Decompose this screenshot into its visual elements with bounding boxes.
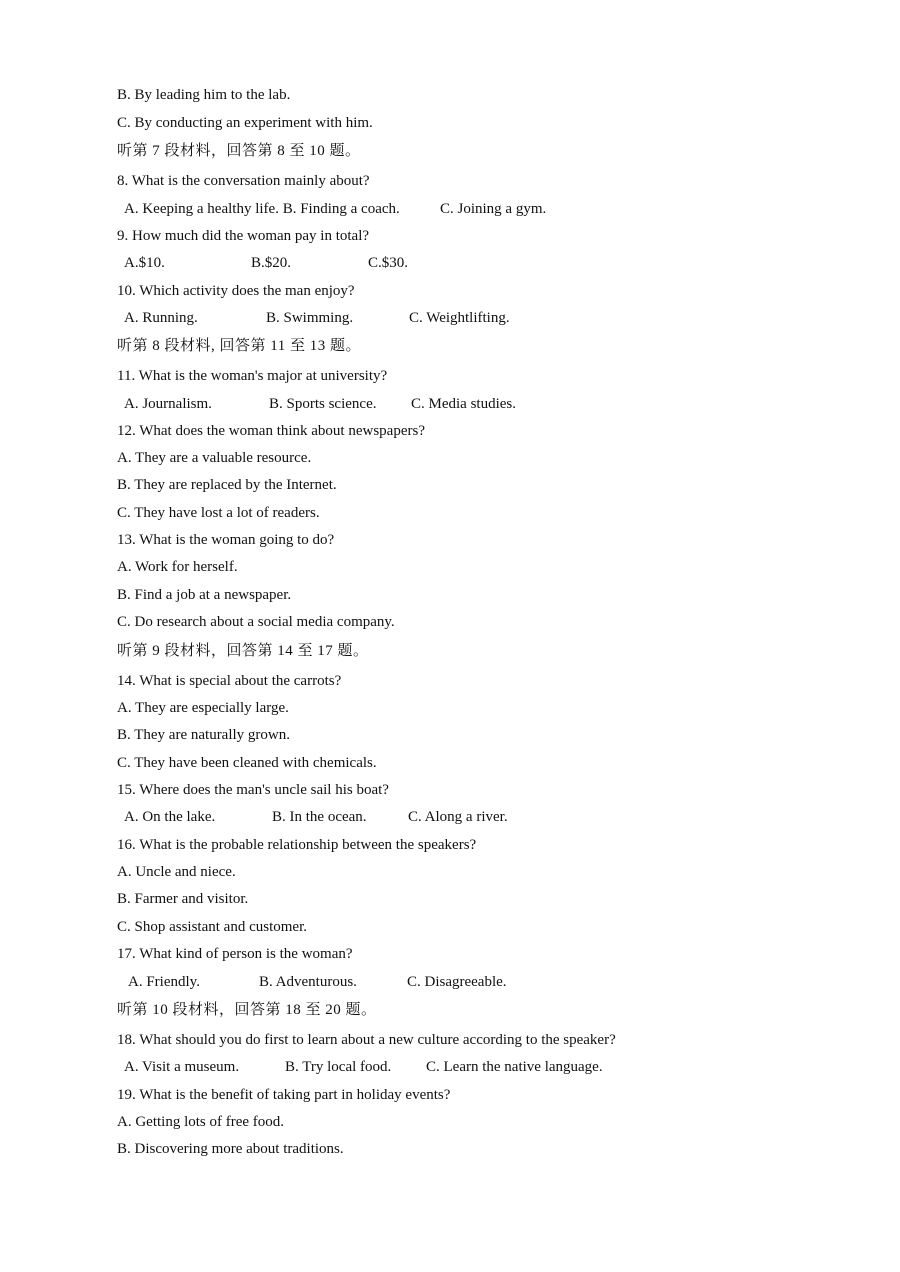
option-inline: C. Media studies. — [411, 396, 516, 412]
option-line: B. They are naturally grown. — [117, 727, 291, 743]
section-instruction: 听第 8 段材料, 回答第 11 至 13 题。 — [117, 338, 361, 354]
option-inline: C. Learn the native language. — [426, 1059, 603, 1075]
question: 12. What does the woman think about newspapers? — [117, 423, 425, 439]
option-inline: A. Running. — [124, 310, 198, 326]
option-line: C. Do research about a social media company. — [117, 614, 395, 630]
option-line: A. Getting lots of free food. — [117, 1114, 285, 1130]
option-inline: B. Adventurous. — [259, 974, 357, 990]
option-line: B. By leading him to the lab. — [117, 87, 291, 103]
option-inline: A. Journalism. — [124, 396, 212, 412]
question: 11. What is the woman's major at university? — [117, 368, 388, 384]
option-line: B. They are replaced by the Internet. — [117, 477, 337, 493]
option-line: B. Farmer and visitor. — [117, 891, 249, 907]
question: 16. What is the probable relationship between the speakers? — [117, 837, 477, 853]
question: 18. What should you do first to learn about a new culture according to the speaker? — [117, 1032, 616, 1048]
option-inline: B. Sports science. — [269, 396, 377, 412]
option-inline: C. Along a river. — [408, 809, 508, 825]
option-inline: C.$30. — [368, 255, 409, 271]
option-inline: A.$10. — [124, 255, 165, 271]
section-instruction: 听第 7 段材料，回答第 8 至 10 题。 — [117, 143, 361, 159]
option-inline: A. Keeping a healthy life. B. Finding a coach. — [124, 201, 400, 217]
question: 17. What kind of person is the woman? — [117, 946, 353, 962]
option-line: C. They have lost a lot of readers. — [117, 505, 320, 521]
option-inline: C. Joining a gym. — [440, 201, 547, 217]
option-inline: C. Weightlifting. — [409, 310, 510, 326]
option-line: A. Work for herself. — [117, 559, 238, 575]
option-inline: B. Swimming. — [266, 310, 354, 326]
option-inline: B.$20. — [251, 255, 292, 271]
option-line: C. Shop assistant and customer. — [117, 919, 307, 935]
option-inline: B. In the ocean. — [272, 809, 367, 825]
option-line: B. Discovering more about traditions. — [117, 1141, 344, 1157]
option-inline: C. Disagreeable. — [407, 974, 507, 990]
option-inline: B. Try local food. — [285, 1059, 392, 1075]
option-inline: A. Friendly. — [128, 974, 200, 990]
option-line: C. They have been cleaned with chemicals. — [117, 755, 377, 771]
section-instruction: 听第 9 段材料，回答第 14 至 17 题。 — [117, 643, 369, 659]
section-instruction: 听第 10 段材料，回答第 18 至 20 题。 — [117, 1002, 377, 1018]
question: 14. What is special about the carrots? — [117, 673, 342, 689]
question: 9. How much did the woman pay in total? — [117, 228, 370, 244]
question: 13. What is the woman going to do? — [117, 532, 335, 548]
option-line: C. By conducting an experiment with him. — [117, 115, 373, 131]
option-inline: A. On the lake. — [124, 809, 216, 825]
option-line: A. They are a valuable resource. — [117, 450, 312, 466]
option-line: A. Uncle and niece. — [117, 864, 236, 880]
option-line: A. They are especially large. — [117, 700, 289, 716]
option-line: B. Find a job at a newspaper. — [117, 587, 292, 603]
question: 15. Where does the man's uncle sail his boat? — [117, 782, 389, 798]
option-inline: A. Visit a museum. — [124, 1059, 240, 1075]
question: 10. Which activity does the man enjoy? — [117, 283, 355, 299]
question: 8. What is the conversation mainly about? — [117, 173, 370, 189]
question: 19. What is the benefit of taking part in holiday events? — [117, 1087, 451, 1103]
